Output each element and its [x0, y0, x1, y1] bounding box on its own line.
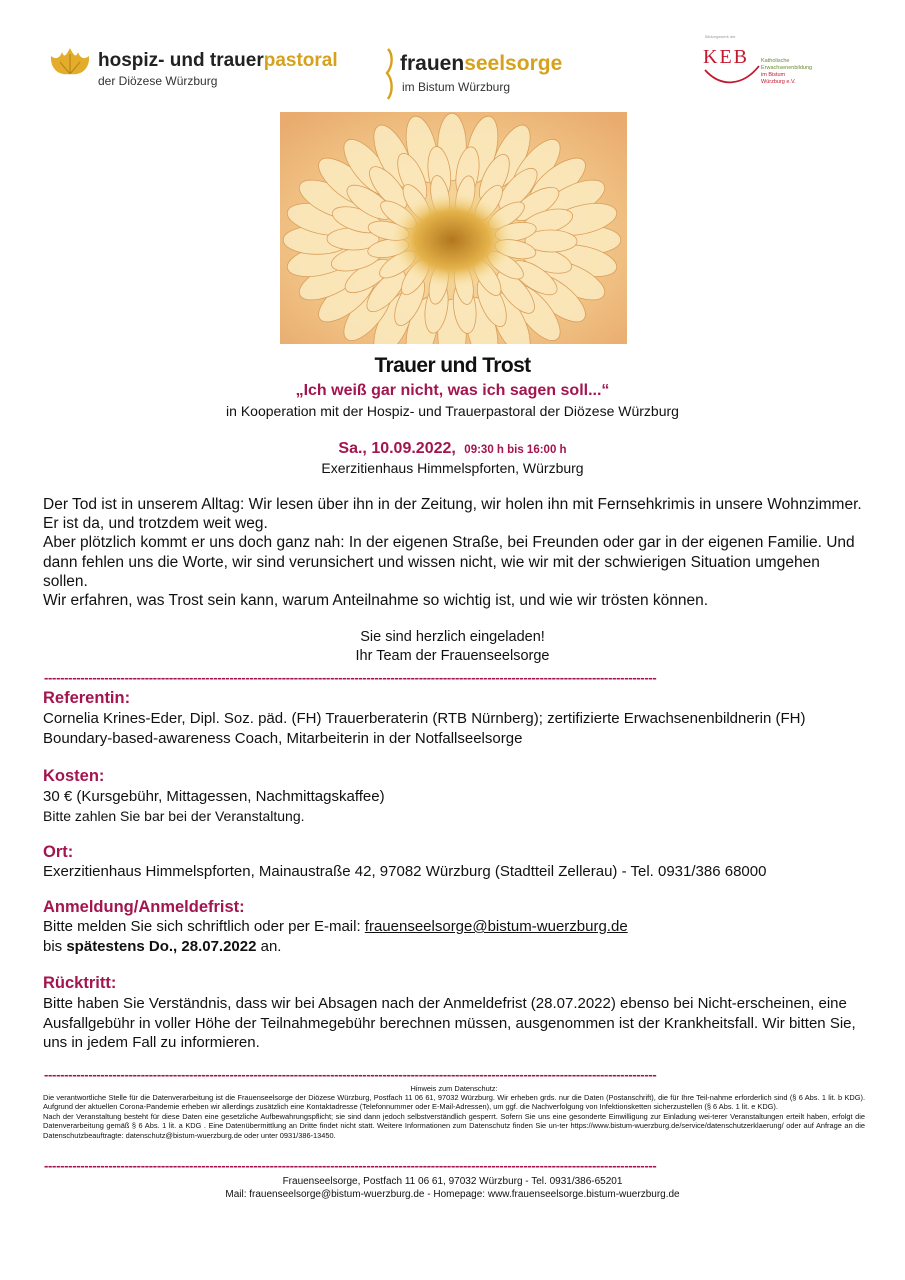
hospiz-logo-part1: hospiz- und trauer	[98, 50, 264, 71]
hospiz-logo-subtitle: der Diözese Würzburg	[98, 74, 218, 88]
intro-text	[43, 495, 865, 610]
flower-photo	[280, 112, 627, 344]
event-title: Trauer und Trost	[374, 354, 531, 377]
kosten-line-2: Bitte zahlen Sie bar bei der Veranstaltung.	[43, 807, 305, 824]
email-link[interactable]: frauenseelsorge@bistum-wuerzburg.de	[364, 918, 628, 935]
cooperation-line: in Kooperation mit der Hospiz- und Trauerpastoral der Diözese Würzburg	[226, 403, 679, 419]
event-venue: Exerzitienhaus Himmelspforten, Würzburg	[321, 460, 584, 476]
privacy-text	[43, 1093, 865, 1140]
frauen-logo-subtitle: im Bistum Würzburg	[402, 80, 511, 94]
ruecktritt-body: Bitte haben Sie Verständnis, dass wir bei Absagen nach der Anmeldefrist (28.07.2022) ebenso bei Nicht-erscheinen, eine Ausfallgebühr in voller Höhe der Teilnahmegebühr berechnen müssen, ausgenommen ist der Krankheitsfall. Wir bitten Sie, uns in jedem Fall zu informieren.	[43, 995, 856, 1051]
invitation-line-2: Ihr Team der Frauenseelsorge	[355, 648, 550, 664]
keb-logo-subtext	[761, 58, 812, 86]
separator-1: --------------------------------------------------------------------------------------------------------------------------------------------------------	[44, 671, 657, 684]
keb-sub-line4: Würzburg e.V.	[761, 79, 796, 85]
invitation	[0, 628, 905, 666]
intro-paragraph-2: Aber plötzlich kommt er uns doch ganz nah: In der eigenen Straße, bei Freunden oder gar in der eigenen Familie. Und dann fehlen uns die Worte, wir sind verunsichert und wissen nicht, wie wir mit der schwierigen Situation umgehen sollen.	[43, 534, 855, 590]
anmeldung-heading: Anmeldung/Anmeldefrist:	[43, 898, 245, 916]
anmeldung-line-2-post: an.	[256, 937, 282, 955]
separator-3: --------------------------------------------------------------------------------------------------------------------------------------------------------	[44, 1159, 657, 1172]
anmeldung-body	[43, 917, 865, 956]
hospiz-logo-part2: pastoral	[263, 50, 338, 71]
keb-logo-small-text: Bildungswerk der	[705, 34, 736, 39]
ort-body: Exerzitienhaus Himmelspforten, Mainaustraße 42, 97082 Würzburg (Stadtteil Zellerau) - Tel. 0931/386 68000	[43, 863, 767, 880]
kosten-heading: Kosten:	[43, 767, 105, 785]
keb-sub-line1: Katholische	[761, 58, 790, 64]
referentin-heading: Referentin:	[43, 689, 131, 707]
event-date: Sa., 10.09.2022,	[338, 440, 456, 457]
keb-sub-line2: Erwachsenenbildung	[761, 65, 813, 71]
intro-paragraph-1: Der Tod ist in unserem Alltag: Wir lesen über ihn in der Zeitung, wir holen ihn mit Fernsehkrimis in unsere Wohnzimmer. Er ist da, und trotzdem weit weg.	[43, 496, 862, 533]
keb-swoosh-icon	[703, 64, 763, 94]
frauen-logo-part1: frauen	[400, 52, 465, 75]
intro-paragraph-3: Wir erfahren, was Trost sein kann, warum Anteilnahme so wichtig ist, und wie wir trösten können.	[43, 592, 709, 610]
event-subtitle: „Ich weiß gar nicht, was ich sagen soll...“	[295, 382, 610, 399]
referentin-body: Cornelia Krines-Eder, Dipl. Soz. päd. (FH) Trauerberaterin (RTB Nürnberg); zertifizierte Erwachsenenbildnerin (FH) Boundary-based-awareness Coach, Mitarbeiterin in der Notfallseelsorge	[43, 710, 806, 747]
footer-contact: Mail: frauenseelsorge@bistum-wuerzburg.de - Homepage: www.frauenseelsorge.bistum-wuerzburg.de	[225, 1189, 680, 1200]
keb-logo-letters: KEB	[703, 46, 749, 68]
footer-address: Frauenseelsorge, Postfach 11 06 61, 97032 Würzburg - Tel. 0931/386-65201	[282, 1176, 623, 1187]
anmeldung-line-2-pre: bis	[43, 937, 67, 955]
ruecktritt-heading: Rücktritt:	[43, 974, 117, 992]
event-time: 09:30 h bis 16:00 h	[464, 444, 567, 456]
anmeldung-deadline: spätestens Do., 28.07.2022	[66, 937, 257, 955]
ort-heading: Ort:	[43, 843, 74, 861]
invitation-line-1: Sie sind herzlich eingeladen!	[360, 629, 545, 645]
separator-2: --------------------------------------------------------------------------------------------------------------------------------------------------------	[44, 1068, 657, 1081]
frauen-logo-part2: seelsorge	[464, 52, 563, 75]
privacy-paragraph-1: Die verantwortliche Stelle für die Datenverarbeitung ist die Frauenseelsorge der Diözese Würzburg, Postfach 11 06 61, 97032 Würzburg. Wir erheben grds. nur die Daten (Postanschrift), die für Ihre Teil-nahme erforderlich sind (§ 6 Abs. 1 lit. b KDG). Aufgrund der aktuellen Corona-Pandemie erheben wir allerdings zusätzlich eine Kontaktadresse (Telefonnummer oder E-Mail-Adressen), um ggf. die Nachverfolgung von Infektionsketten sicherzustellen (§ 6 Abs. 1 lit. e KDG).	[43, 1093, 865, 1112]
anmeldung-line-1: Bitte melden Sie sich schriftlich oder per E-mail:	[43, 918, 365, 935]
kosten-line-1: 30 € (Kursgebühr, Mittagessen, Nachmittagskaffee)	[43, 788, 385, 805]
date-line	[0, 440, 905, 458]
privacy-paragraph-2: Nach der Veranstaltung besteht für diese Daten eine gesetzliche Aufbewahrungspflicht; sie sind dann jedoch selbstverständlich gesperrt. Sofern Sie uns eine gesonderte Einwilligung zur Einladung wei-terer Veranstaltungen erteilt haben, erfolgt die Datenverarbeitung gemäß § 6 Abs. 1 lit. a KDG . Eine Datenübermittlung an Dritte findet nicht statt. Weitere Informationen zum Datenschutz finden Sie un-ter https://www.bistum-wuerzburg.de/service/datenschutzerklaerung/ oder auf Anfrage an die Datenschutzbeauftragte: datenschutz@bistum-wuerzburg.de oder unter 0931/386-13450.	[43, 1111, 865, 1140]
keb-sub-line3: im Bistum	[761, 72, 786, 78]
ginkgo-leaf-icon	[48, 44, 92, 92]
brace-icon	[384, 48, 398, 100]
privacy-heading: Hinweis zum Datenschutz:	[410, 1084, 498, 1093]
kosten-body	[43, 787, 865, 826]
